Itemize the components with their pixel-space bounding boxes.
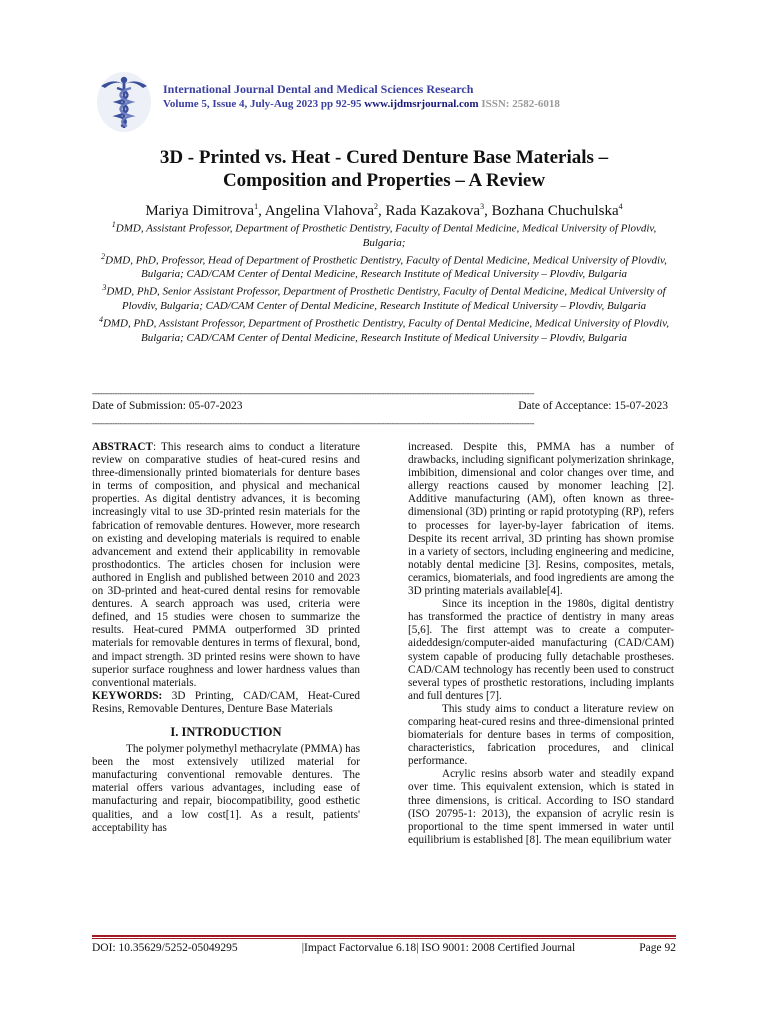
author-sep: , <box>258 203 265 219</box>
author-sup: 4 <box>618 202 623 211</box>
caduceus-icon <box>95 68 153 134</box>
author-sup: 2 <box>374 202 379 211</box>
aff-text: DMD, Assistant Professor, Department of Prosthetic Dentistry, Faculty of Dental Medicine, Medical University of Plovdiv, Bulgaria; <box>115 222 657 249</box>
issn: ISSN: 2582-6018 <box>478 98 560 110</box>
keywords <box>92 690 360 716</box>
paper-title <box>60 146 708 192</box>
title-line-1: 3D - Printed vs. Heat - Cured Denture Base Materials – <box>159 147 609 168</box>
page-footer <box>92 942 676 954</box>
abstract-label: ABSTRACT <box>92 441 153 453</box>
left-column <box>92 441 360 835</box>
affiliation <box>90 250 678 282</box>
affiliation <box>90 281 678 313</box>
paragraph: Since its inception in the 1980s, digital dentistry has transformed the practice of dentistry in many areas [5,6]. The first attempt was to create a computer-aideddesign/computer-aided manufacturing (CAD/CAM) system capable of producing fully detachable prostheses. CAD/CAM technology has recently been used to construct several types of prosthetic restorations, including implants and full dentures [7]. <box>408 598 674 702</box>
aff-text: DMD, PhD, Assistant Professor, Department of Prosthetic Dentistry, Faculty of Dental Medicine, Medical University of Plovdiv, Bulgaria; CAD/CAM Center of Dental Medicine, Research Institute of Medical University – Plovdiv, Bulgaria <box>102 317 670 344</box>
paragraph: The polymer polymethyl methacrylate (PMMA) has been the most extensively utilized material for manufacturing conventional removable dentures. The material offers various advantages, including ease of manufacturing and repair, biocompatibility, good esthetic qualities, and a low cost[1]. As a result, patients' acceptability has <box>92 743 360 834</box>
author-sep: , <box>378 203 386 219</box>
paragraph: Acrylic resins absorb water and steadily expand over time. This equivalent extension, which is stated in three dimensions, is critical. According to ISO standard (ISO 20795-1: 2013), the expansion of acrylic resin is proportional to the time spent immersed in water until equilibrium is established [8]. The mean equilibrium water <box>408 768 674 846</box>
journal-volume-line <box>163 97 560 111</box>
affiliation <box>90 313 678 345</box>
journal-logo <box>95 68 153 134</box>
author-sep: , <box>484 203 492 219</box>
author: Angelina Vlahova <box>264 203 375 219</box>
doi[interactable]: DOI: 10.35629/5252-05049295 <box>92 942 238 954</box>
volume-text: Volume 5, Issue 4, July-Aug 2023 pp 92-95 <box>163 98 365 110</box>
abstract <box>92 441 360 690</box>
aff-sup: 3 <box>102 283 107 293</box>
aff-text: DMD, PhD, Professor, Head of Department of Prosthetic Dentistry, Faculty of Dental Medicine, Medical University of Plovdiv, Bulgaria; CAD/CAM Center of Dental Medicine, Research Institute of Medical University – Plovdiv, Bulgaria <box>105 254 667 281</box>
paragraph: increased. Despite this, PMMA has a number of drawbacks, including significant polymerization shrinkage, imbibition, dimensional and color changes over time, and allergy reactions caused by monomer leaching [2]. Additive manufacturing (AM), often known as three-dimensional (3D) printing or rapid prototyping (RP), refers to processes for layer-by-layer fabrication of items. Despite its recent arrival, 3D printing has shown promise in a variety of sectors, including engineering and medicine, notably dental medicine [3]. Resins, composites, metals, ceramics, biomaterials, and food ingredients are among the 3D printing materials available[4]. <box>408 441 674 598</box>
dates-row <box>92 400 668 412</box>
right-column <box>408 441 674 847</box>
keywords-label: KEYWORDS: <box>92 689 163 702</box>
author-sup: 1 <box>254 202 259 211</box>
author: Mariya Dimitrova <box>145 203 255 219</box>
paragraph: This study aims to conduct a literature review on comparing heat-cured resins and three-dimensional printed biomaterials for denture bases in terms of composition, characteristics, fabrication procedures, and clinical performance. <box>408 702 674 768</box>
author: Rada Kazakova <box>385 203 481 219</box>
affiliations <box>90 218 678 345</box>
title-line-2: Composition and Properties – A Review <box>222 170 546 191</box>
separator-top: --------------------------------------------------------------------------------------------------------------------------------------------------------------------------------- <box>92 388 534 398</box>
impact-factor: |Impact Factorvalue 6.18| ISO 9001: 2008 Certified Journal <box>301 942 576 954</box>
separator-bottom: --------------------------------------------------------------------------------------------------------------------------------------------------------------------------------- <box>92 418 534 428</box>
section-heading-introduction: I. INTRODUCTION <box>170 724 282 739</box>
footer-rule-thin <box>92 938 676 939</box>
author-list <box>60 198 708 220</box>
keywords-text: 3D Printing, CAD/CAM, Heat-Cured Resins, Removable Dentures, Denture Base Materials <box>92 689 360 715</box>
aff-text: DMD, PhD, Senior Assistant Professor, Department of Prosthetic Dentistry, Faculty of Dental Medicine, Medical University of Plovdiv, Bulgaria; CAD/CAM Center of Dental Medicine, Research Institute of Medical University – Plovdiv, Bulgaria <box>106 285 666 312</box>
date-submission: Date of Submission: 05-07-2023 <box>92 400 243 412</box>
journal-url[interactable]: www.ijdmsrjournal.com <box>364 98 479 110</box>
journal-name: International Journal Dental and Medical Sciences Research <box>163 82 474 96</box>
aff-sup: 2 <box>101 251 106 261</box>
page-number: Page 92 <box>639 942 676 954</box>
aff-sup: 1 <box>111 220 116 229</box>
date-acceptance: Date of Acceptance: 15-07-2023 <box>518 400 668 412</box>
affiliation <box>90 218 678 250</box>
author: Bozhana Chuchulska <box>491 203 619 219</box>
aff-sup: 4 <box>98 314 103 324</box>
abstract-text: : This research aims to conduct a literature review on comparative studies of heat-cured resins and three-dimensionally printed biomaterials for denture bases in terms of composition, and physical and mechanical properties. As digital dentistry advances, it is becoming increasingly vital to use 3D-printed resin materials for the fabrication of removable dentures. However, more research on existing and developing materials is required to enable advancement and extend their applicability in removable prosthodontics. The articles chosen for inclusion were authored in English and published between 2010 and 2023 on 3D-printed and heat-cured dental resins for removable dentures. A search approach was used, criteria were defined, and 15 studies were chosen to summarize the results. Heat-cured PMMA outperformed 3D printed materials for removable dentures in terms of flexural, bond, and impact strength. 3D printed resins were shown to have superior surface roughness and lower hardness values than conventional materials. <box>92 441 360 689</box>
footer-rule <box>92 935 676 937</box>
author-sup: 3 <box>480 202 485 211</box>
